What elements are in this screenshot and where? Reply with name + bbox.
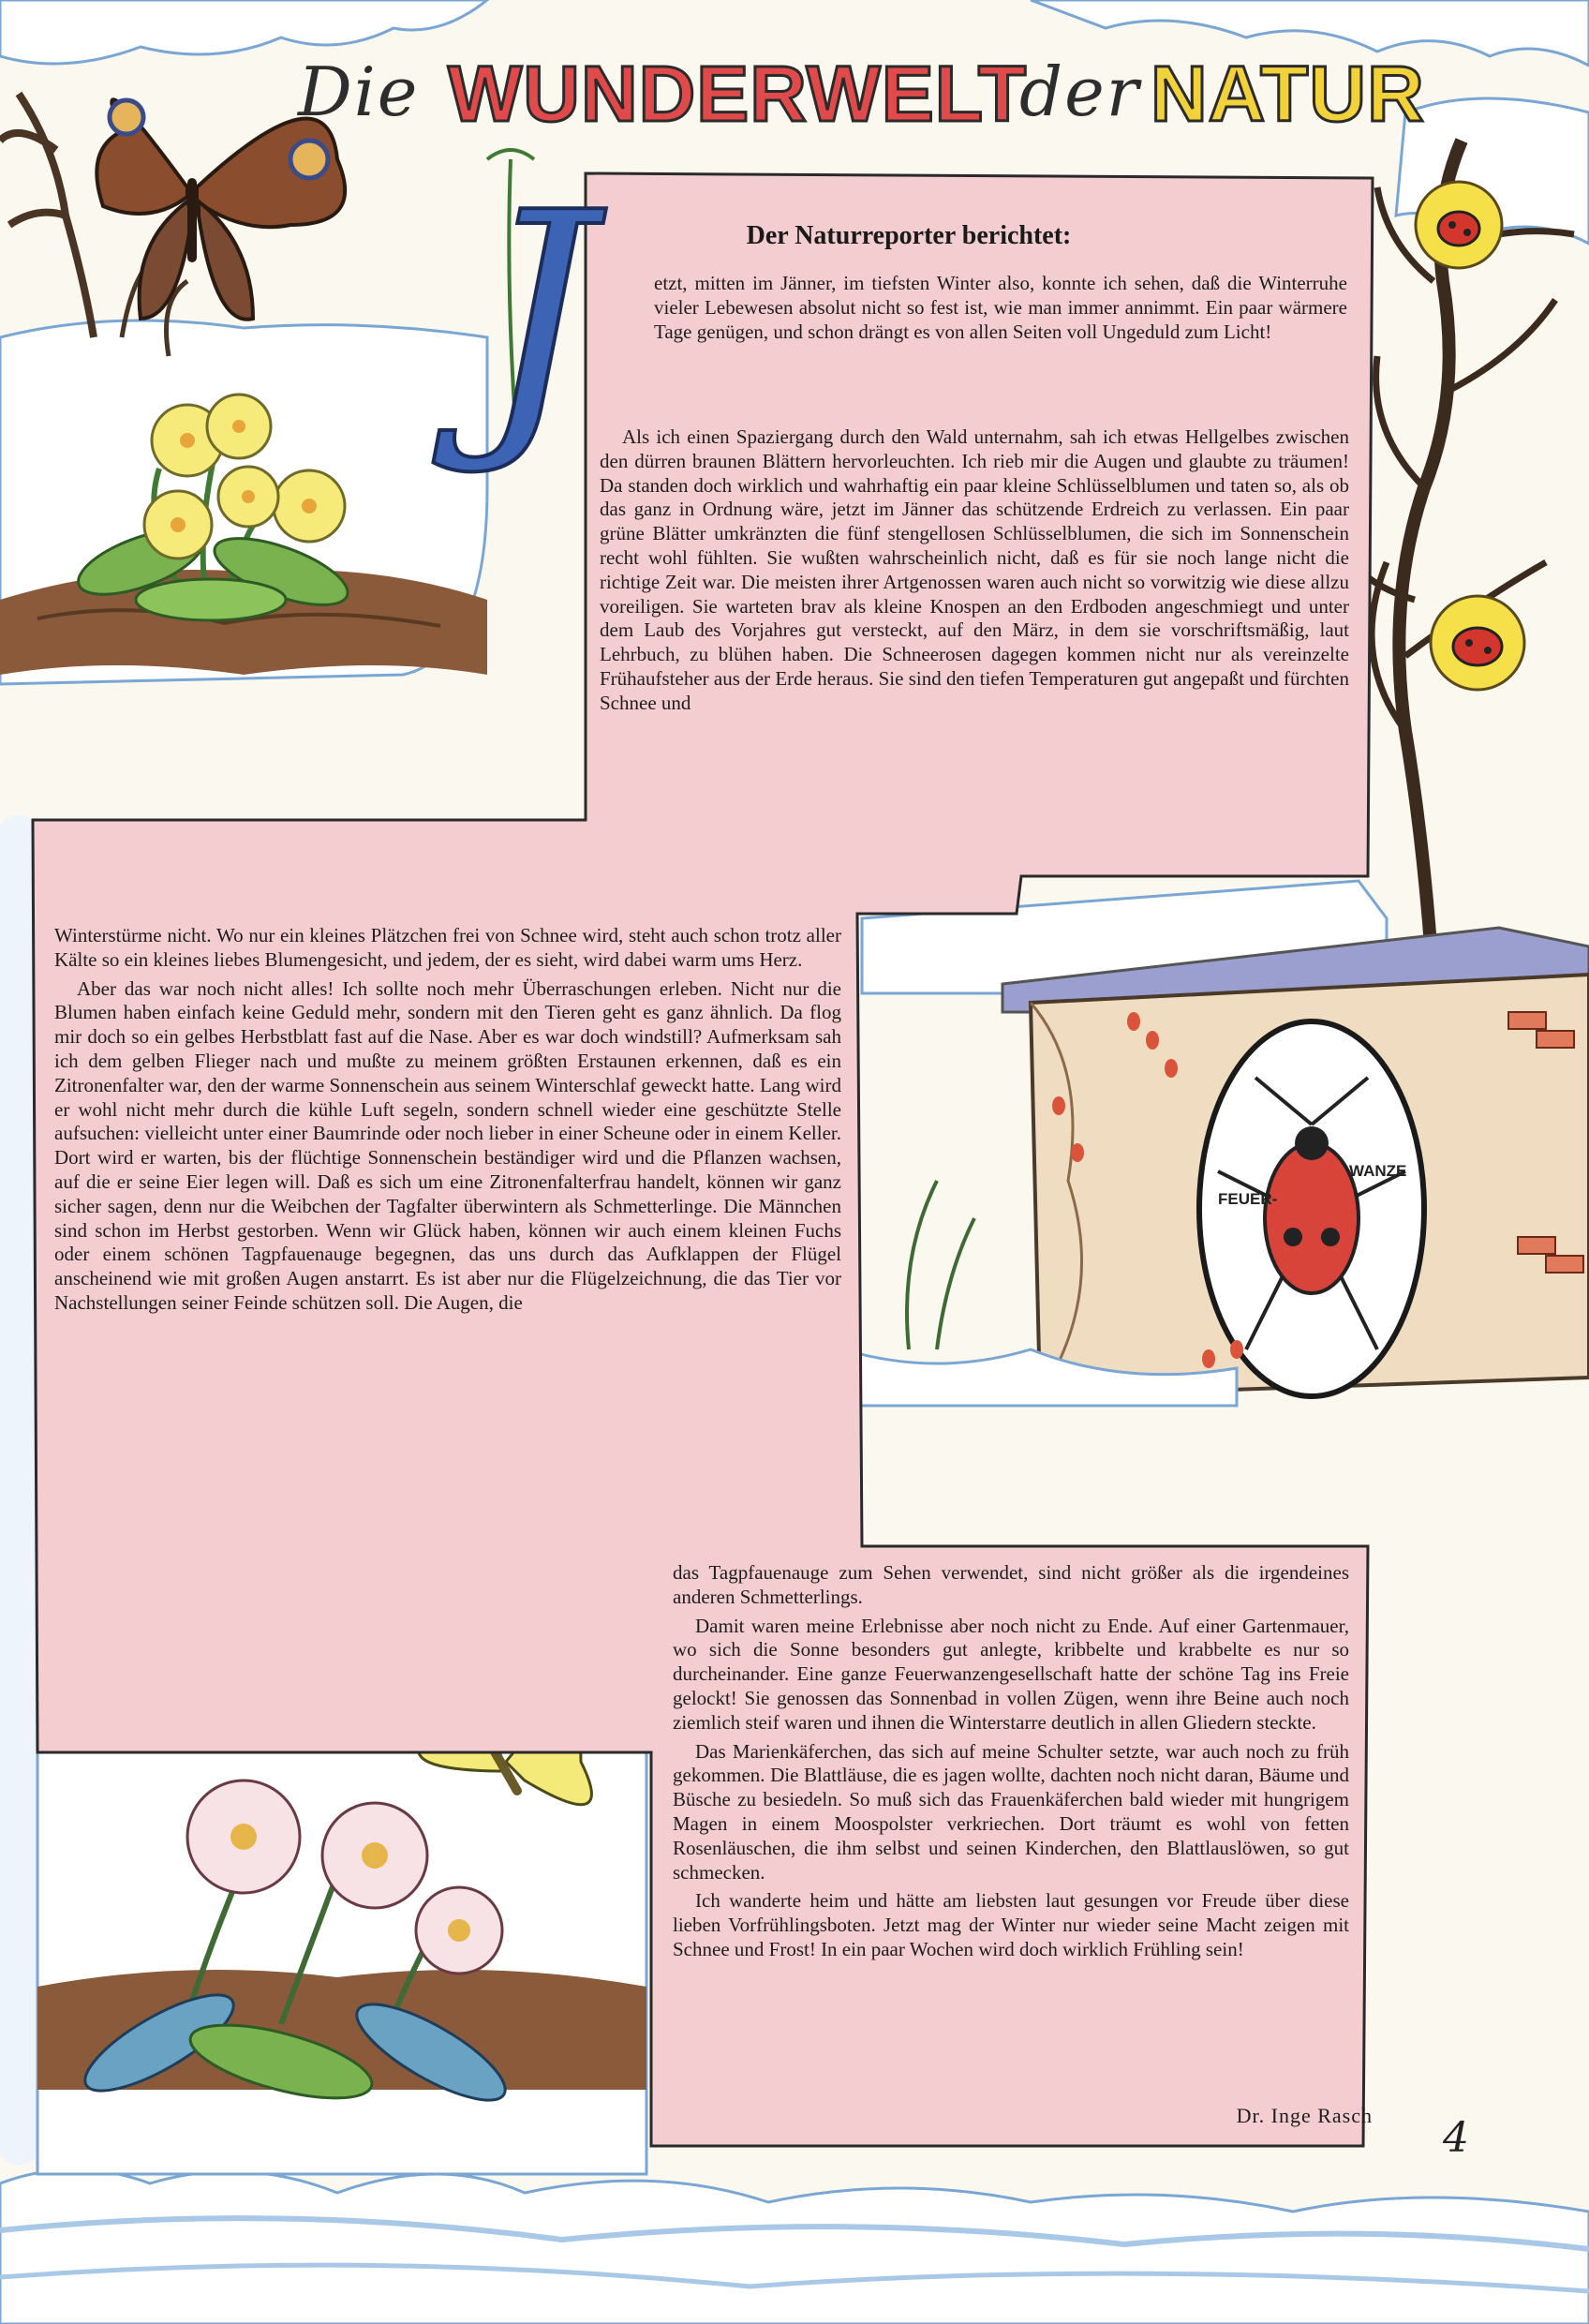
ladybug-icon — [1416, 182, 1502, 268]
title-word-der: der — [1019, 52, 1141, 131]
page-title — [298, 37, 1507, 150]
firebug-label-left: FEUER- — [1218, 1190, 1278, 1208]
paragraph-4: Damit waren meine Erlebnisse aber noch nicht zu Ende. Auf einer Gartenmauer, wo sich die Sonne besonders gut anlegte, kribbelte und krabbelte es nur so durcheinander. Eine ganze Feuerwanzengesellschaft hatte der schöne Tag ins Freie gelockt! Sie genossen das Sonnenbad in vollen Zügen, wenn ihre Beine auch noch ziemlich steif waren und ihnen die Winterstarre deutlich in allen Gliedern steckte. — [673, 1614, 1349, 1734]
paragraph-2b: Winterstürme nicht. Wo nur ein kleines Plätzchen frei von Schnee wird, steht auch schon trotz aller Kälte so ein kleines liebes Blumengesicht, und jedem, der es sieht, wird dabei warm ums Herz. — [54, 924, 841, 971]
title-word-wunderwelt — [448, 49, 1027, 140]
ladybug-icon — [1431, 596, 1524, 690]
firebug-label-right: WANZE — [1349, 1162, 1407, 1180]
paragraph-3a: Aber das war noch nicht alles! Ich sollte noch mehr Überraschungen erleben. Nicht nur die Blumen haben einfach keine Geduld mehr, sondern mit den Tieren geht es ganz ähnlich. Da flog mir doch so ein gelbes Herbstblatt fast auf die Nase. Aber es war doch windstill? Aufmerksam sah ich dem gelben Flieger nach und mußte zu meinem größten Erstaunen erkennen, daß es ein Zitronenfalter war, den der warme Sonnenschein aus seinem Winterschlaf geweckt hatte. Lang wird er wohl nicht mehr durch die kühle Luft segeln, sondern schnell wieder eine geschützte Stelle aufsuchen: vielleicht unter einer Baumrinde oder noch lieber in einer Scheune oder in einem Keller. Dort wird er warten, bis der flüchtige Sonnenschein beständiger wird und die Pflanzen wachsen, auf die er seine Eier legen will. Daß es sich um eine Zitronenfalterfrau handelt, können wir ganz sicher sagen, denn nur die Weibchen der Tagfalter überwintern als Schmetterlinge. Die Männchen sind schon im Herbst gestorben. Wenn wir Glück haben, können wir auch einem kleinen Fuchs oder einem schönen Tagpfauenauge begegnen, das uns durch das Aufklappen der Flügel anscheinend wie mit großen Augen anstarrt. Es ist aber nur die Flügelzeichnung, die das Tier vor Nachstellungen seiner Feinde schützen soll. Die Augen, die — [54, 976, 841, 1314]
paragraph-2a: Als ich einen Spaziergang durch den Wald unternahm, sah ich etwas Hellgelbes zwischen den dürren braunen Blättern hervorleuchten. Ich rieb mir die Augen und glaubte zu träumen! Da standen doch wirklich und wahrhaftig ein paar kleine Schlüsselblumen und taten so, als ob das ganz in Ordnung wäre, jetzt im Jänner das schützende Erdreich zu verlassen. Ein paar grüne Blätter umkränzten die fünf stengellosen Schlüsselblumen, die sich im Sonnenschein recht wohl fühlten. Sie wußten wahrscheinlich nicht, daß es für sie noch lange nicht die richtige Zeit war. Die meisten ihrer Artgenossen waren auch nicht so vorwitzig wie diese allzu voreiligen. Sie warteten brav als kleine Knospen an den Erdboden angeschmiegt und unter dem Laub des Vorjahres gut versteckt, auf den März, in dem sie vorschriftsmäßig, laut Lehrbuch, zu blühen haben. Die Schneerosen dagegen kommen nicht nur als vereinzelte Frühaufsteher aus der Erde heraus. Sie sind den tiefen Temperaturen gut angepaßt und fürchten Schnee und — [600, 425, 1349, 714]
page-number: 4 — [1443, 2114, 1469, 2162]
paragraph-3b: das Tagpfauenauge zum Sehen verwendet, sind nicht größer als die irgendeines anderen Schmetterlings. — [673, 1561, 1349, 1608]
text-block-4 — [673, 1561, 1349, 1967]
title-wunderwelt-text: WUNDERWELT — [448, 50, 1028, 138]
text-block-2 — [600, 425, 1349, 721]
author-signature: Dr. Inge Rasch — [1236, 2104, 1373, 2127]
article-heading: Der Naturreporter berichtet: — [746, 221, 1072, 250]
hellebore-scene — [37, 1700, 646, 2174]
paragraph-6: Ich wanderte heim und hätte am liebsten laut gesungen vor Freude über diese lieben Vorfrühlingsboten. Jetzt mag der Winter nur wieder seine Macht zeigen mit Schnee und Frost! In ein paar Wochen wird doch wirklich Frühling sein! — [673, 1889, 1349, 1960]
text-block-3 — [54, 924, 841, 1320]
paragraph-1: etzt, mitten im Jänner, im tiefsten Winter also, konnte ich sehen, daß die Winterruhe vieler Lebewesen absolut nicht so fest ist, wie man immer annimmt. Ein paar wärmere Tage genügen, und schon drängt es von allen Seiten voll Ungeduld zum Licht! — [654, 272, 1347, 343]
dropcap-letter: J — [480, 153, 594, 480]
paragraph-5: Das Marienkäferchen, das sich auf meine Schulter setzte, war auch noch zu früh gekommen. Die Blattläuse, die es jagen wollte, dachten noch nicht daran, Bäume und Büsche zu besiedeln. So muß sich das Frauenkäferchen bald wieder mit hungrigem Magen in einem Moospolster verkriechen. Dort träumt es wohl von fetten Rosenläuschen, die ihm selbst und seinen Kinderchen, den Blattlauslöwen, so gut schmecken. — [673, 1739, 1349, 1884]
title-word-natur: NATUR — [1151, 50, 1425, 138]
text-block-1 — [654, 272, 1347, 349]
title-word-die: Die — [298, 52, 420, 131]
